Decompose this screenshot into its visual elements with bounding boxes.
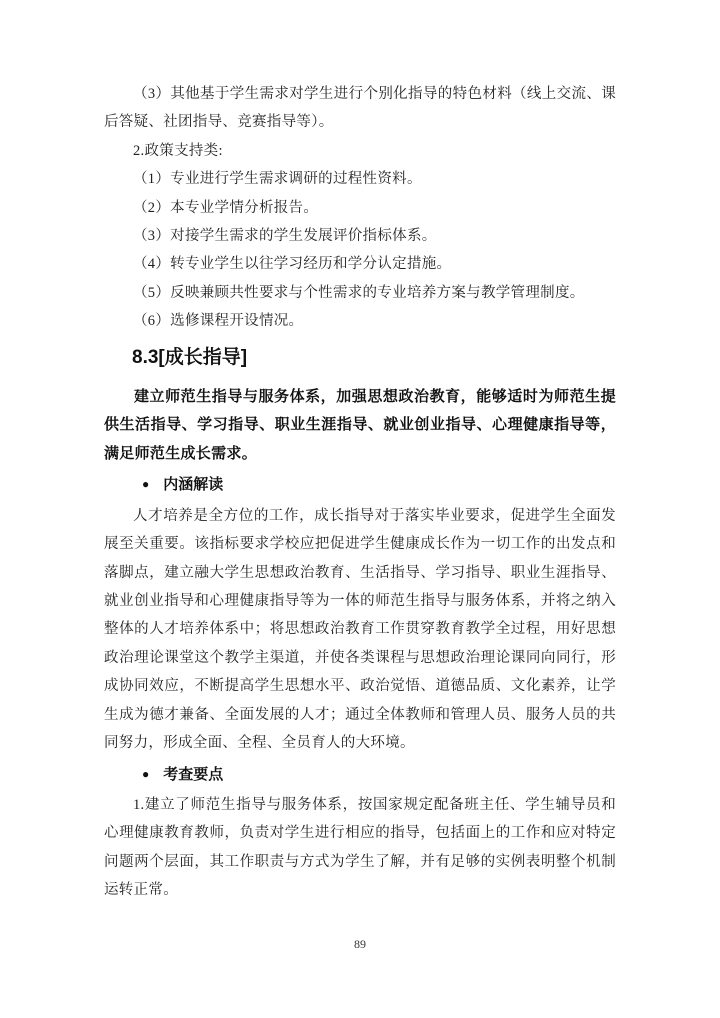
list-item: （4）转专业学生以往学习经历和学分认定措施。 <box>133 256 452 273</box>
section-heading: 8.3[成长指导] <box>132 346 248 368</box>
bullet-heading-connotation <box>104 470 616 499</box>
page-number: 89 <box>354 937 366 951</box>
list-item: （3）其他基于学生需求对学生进行个别化指导的特色材料（线上交流、课后答疑、社团指导、竞赛指导等）。 <box>104 86 616 131</box>
bullet-heading-label: 内涵解读 <box>163 476 224 494</box>
list-item: （6）选修课程开设情况。 <box>133 313 304 330</box>
bullet-heading-label: 考查要点 <box>163 765 224 783</box>
list-item: （2）本专业学情分析报告。 <box>133 199 319 216</box>
intro-paragraph: 建立师范生指导与服务体系，加强思想政治教育，能够适时为师范生提供生活指导、学习指导、职业生涯指导、就业创业指导、心理健康指导等，满足师范生成长需求。 <box>104 387 616 462</box>
bullet-icon: ● <box>142 477 150 492</box>
paragraph-connotation: 人才培养是全方位的工作，成长指导对于落实毕业要求，促进学生全面发展至关重要。该指标要求学校应把促进学生健康成长作为一切工作的出发点和落脚点，建立融大学生思想政治教育、生活指导、学习指导、职业生涯指导、就业创业指导和心理健康指导等为一体的师范生指导与服务体系，并将之纳入整体的人才培养体系中；将思想政治教育工作贯穿教育教学全过程，用好思想政治理论课堂这个教学主渠道，并使各类课程与思想政治理论课同向同行，形成协同效应，不断提高学生思想水平、政治觉悟、道德品质、文化素养，让学生成为德才兼备、全面发展的人才；通过全体教师和管理人员、服务人员的共同努力，形成全面、全程、全员育人的大环境。 <box>104 507 616 752</box>
list-item: （1）专业进行学生需求调研的过程性资料。 <box>133 171 422 188</box>
bullet-heading-key-points <box>104 760 616 789</box>
list-item: （3）对接学生需求的学生发展评价指标体系。 <box>133 228 437 245</box>
bullet-icon: ● <box>142 766 150 781</box>
paragraph-key-points: 1.建立了师范生指导与服务体系，按国家规定配备班主任、学生辅导员和心理健康教育教师，负责对学生进行相应的指导，包括面上的工作和应对特定问题两个层面，其工作职责与方式为学生了解，并有足够的实例表明整个机制运转正常。 <box>104 796 616 899</box>
list-item: （5）反映兼顾共性要求与个性需求的专业培养方案与教学管理制度。 <box>133 284 585 301</box>
list-item: 2.政策支持类: <box>133 142 223 159</box>
